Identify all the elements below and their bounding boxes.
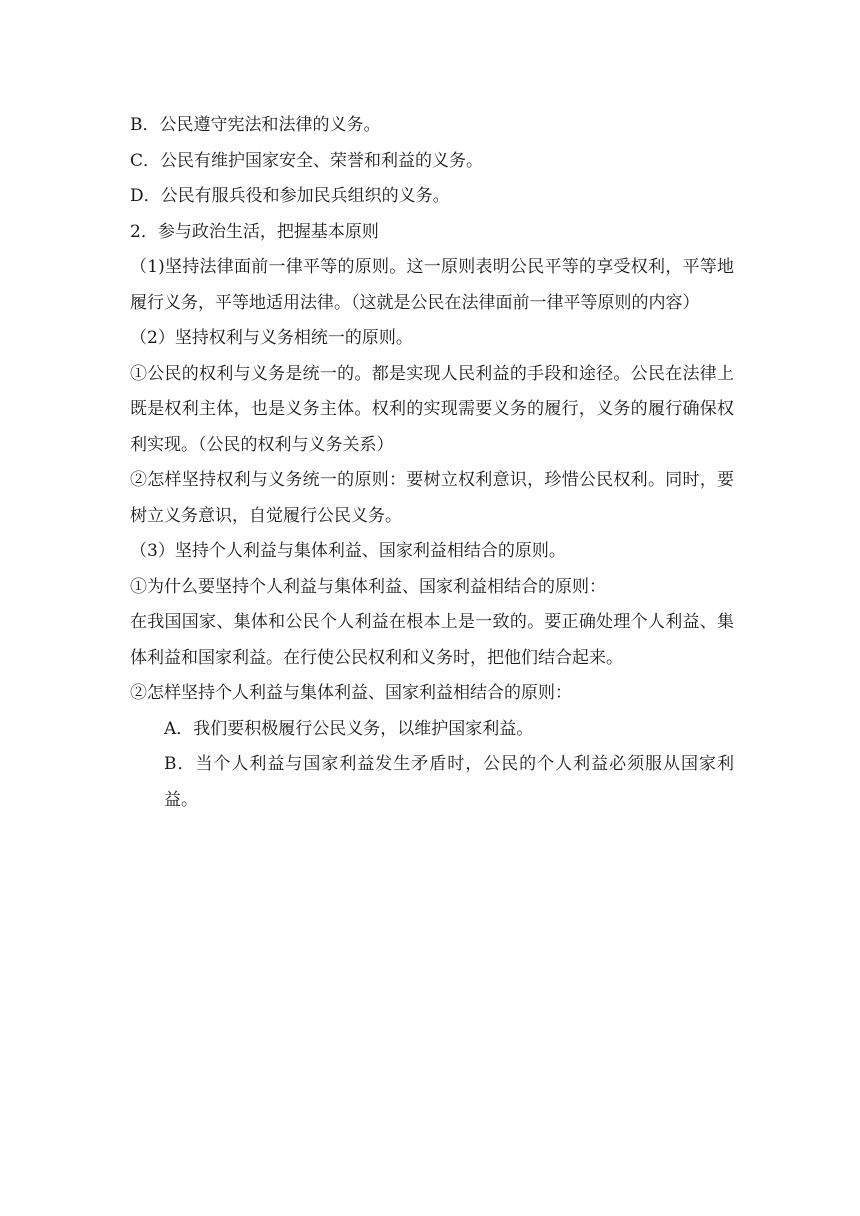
paragraph-principle-rights-duties: （2）坚持权利与义务相统一的原则。 bbox=[130, 328, 413, 348]
section-heading-principles: 2．参与政治生活，把握基本原则 bbox=[130, 221, 379, 242]
paragraph-interests-why: ①为什么要坚持个人利益与集体利益、国家利益相结合的原则： bbox=[130, 576, 606, 597]
paragraph-interests-how: ②怎样坚持个人利益与集体利益、国家利益相结合的原则： bbox=[130, 683, 572, 703]
paragraph-interests-how-a: A．我们要积极履行公民义务，以维护国家利益。 bbox=[164, 718, 534, 739]
paragraph-obligation-c: C．公民有维护国家安全、荣誉和利益的义务。 bbox=[130, 150, 484, 171]
paragraph-rights-duties-how: ②怎样坚持权利与义务统一的原则：要树立权利意识，珍惜公民权利。同时，要树立义务意识，自觉履行公民义务。 bbox=[130, 470, 734, 526]
paragraph-principle-equality: （1)坚持法律面前一律平等的原则。这一原则表明公民平等的享受权利，平等地履行义务，平等地适用法律。（这就是公民在法律面前一律平等原则的内容） bbox=[130, 257, 734, 313]
paragraph-interests-explanation: 在我国国家、集体和公民个人利益在根本上是一致的。要正确处理个人利益、集体利益和国家利益。在行使公民权利和义务时，把他们结合起来。 bbox=[130, 612, 734, 668]
paragraph-principle-interests: （3）坚持个人利益与集体利益、国家利益相结合的原则。 bbox=[130, 541, 566, 561]
paragraph-interests-how-b: B．当个人利益与国家利益发生矛盾时，公民的个人利益必须服从国家利益。 bbox=[164, 754, 734, 810]
paragraph-rights-duties-unity: ①公民的权利与义务是统一的。都是实现人民利益的手段和途径。公民在法律上既是权利主体，也是义务主体。权利的实现需要义务的履行，义务的履行确保权利实现。（公民的权利与义务关系） bbox=[130, 363, 734, 455]
paragraph-obligation-d: D．公民有服兵役和参加民兵组织的义务。 bbox=[130, 186, 450, 206]
document-body bbox=[130, 108, 734, 818]
paragraph-obligation-b: B．公民遵守宪法和法律的义务。 bbox=[130, 115, 381, 135]
